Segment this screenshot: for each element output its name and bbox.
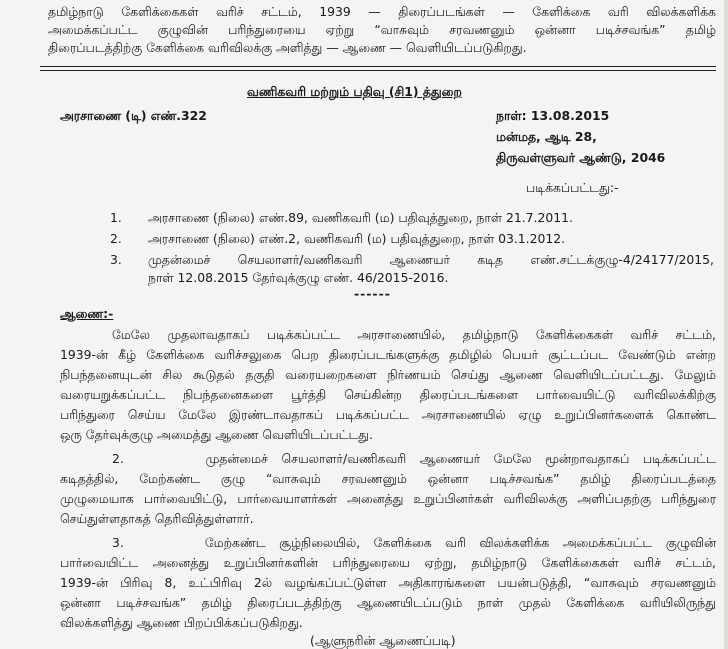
header-line-3: திரைப்படத்திற்கு கேளிக்கை வரிவிலக்கு அளித்து — ஆணை — வெளியிடப்படுகிறது.	[48, 40, 527, 55]
department-heading: வணிகவரி மற்றும் பதிவு (சி1) த்துறை	[247, 84, 462, 99]
paragraph-1-line-3: நிபந்தனையுடன் சில கூடுதல் தகுதி வரையறைகளை நிர்ணயம் செய்து ஆணை வெளியிடப்பட்டது. மேலும்	[60, 367, 716, 382]
reference-3-number: 3.	[110, 252, 122, 267]
paragraph-3-line-5: விலக்களித்து ஆணை பிறப்பிக்கப்படுகிறது.	[60, 615, 303, 630]
thiruvalluvar-year: திருவள்ளுவர் ஆண்டு, 2046	[496, 150, 666, 165]
paragraph-1-line-5: பரிந்துரை செய்ய மேலே இரண்டாவதாகப் படிக்கப்பட்ட அரசாணையில் ஏழு உறுப்பினர்களைக் கொண்ட	[60, 407, 716, 422]
paragraph-3-line-3: 1939-ன் பிரிவு 8, உட்பிரிவு 2ல் வழங்கப்பட்டுள்ள அதிகாரங்களை பயன்படுத்தி, “வாசுவும் சரவணனும்	[60, 575, 716, 590]
paragraph-2-line-4: செய்துள்ளதாகத் தெரிவித்துள்ளார்.	[60, 511, 254, 526]
paragraph-3-line-4: ஒன்னா படிச்சவங்க” தமிழ் திரைப்படத்திற்கு ஆணையிடப்படும் நாள் முதல் கேளிக்கை வரியிலிருந்து	[60, 595, 716, 610]
header-line-2: அமைக்கப்பட்ட குழுவின் பரிந்துரையை ஏற்று “வாசுவும் சரவணனும் ஒன்னா படிச்சவங்க” தமிழ்	[48, 22, 716, 37]
reference-1-number: 1.	[110, 210, 122, 225]
tamil-date: மன்மத, ஆடி 28,	[496, 129, 597, 144]
paragraph-1-line-1: மேலே முதலாவதாகப் படிக்கப்பட்ட அரசாணையில், தமிழ்நாடு கேளிக்கைகள் வரிச் சட்டம்,	[112, 327, 716, 342]
read-label: படிக்கப்பட்டது:-	[526, 180, 619, 195]
header-divider-bottom	[40, 70, 716, 71]
order-date: நாள்: 13.08.2015	[496, 108, 610, 123]
scan-edge-shadow	[724, 0, 728, 649]
reference-3-text-continued: நாள் 12.08.2015 தேர்வுக்குழு எண். 46/2015-2016.	[148, 270, 449, 285]
order-label: ஆணை:-	[60, 306, 114, 321]
paragraph-3-line-2: பார்வையிட்ட அனைத்து உறுப்பினர்களின் பரிந்துரையை ஏற்று, தமிழ்நாடு கேளிக்கைகள் வரிச் சட்டம்,	[60, 555, 716, 570]
reference-2-number: 2.	[110, 231, 122, 246]
paragraph-1-line-4: வரையறுக்கப்பட்ட நிபந்தனைகளை பூர்த்தி செய்கின்ற திரைப்படங்களை பார்வையிட்டு வரிவிலக்கிற்கு	[60, 387, 716, 402]
paragraph-3-line-1: 3. மேற்கண்ட சூழ்நிலையில், கேளிக்கை வரி விலக்களிக்க அமைக்கப்பட்ட குழுவின்	[112, 535, 716, 550]
paragraph-2-line-2: கடிதத்தில், மேற்கண்ட குழு “வாசுவும் சரவணனும் ஒன்னா படிச்சவங்க” தமிழ் திரைப்படத்தை	[60, 471, 716, 486]
reference-3-text: முதன்மைச் செயலாளர்/வணிகவரி ஆணையர் கடித எண்.சட்டக்குழு-4/24177/2015,	[148, 252, 714, 267]
go-number: அரசாணை (டி) எண்.322	[60, 108, 207, 123]
reference-separator: ------	[354, 286, 391, 301]
paragraph-2-line-3: முழுமையாக பார்வையிட்டு, பார்வையாளர்கள் அனைத்து உறுப்பினர்கள் வரிவிலக்கு அளிப்பதற்கு பரிந்துரை	[60, 491, 716, 506]
paragraph-1-line-6: ஒரு தேர்வுக்குழு அமைத்து ஆணை வெளியிடப்பட்டது.	[60, 427, 373, 442]
reference-1-text: அரசாணை (நிலை) எண்.89, வணிகவரி (ம) பதிவுத்துறை, நாள் 21.7.2011.	[148, 210, 573, 225]
header-line-1: தமிழ்நாடு கேளிக்கைகள் வரிச் சட்டம், 1939 — திரைப்படங்கள் — கேளிக்கை வரி விலக்களிக்க	[48, 4, 716, 19]
header-divider-top	[40, 66, 716, 67]
governor-order-footer: (ஆளுநரின் ஆணைப்படி)	[310, 633, 456, 648]
reference-2-text: அரசாணை (நிலை) எண்.2, வணிகவரி (ம) பதிவுத்துறை, நாள் 03.1.2012.	[148, 231, 566, 246]
paragraph-2-line-1: 2. முதன்மைச் செயலாளர்/வணிகவரி ஆணையர் மேலே மூன்றாவதாகப் படிக்கப்பட்ட	[112, 451, 716, 466]
paragraph-1-line-2: 1939-ன் கீழ் கேளிக்கை வரிச்சலுகை பெற திரைப்படங்களுக்கு தமிழில் பெயர் சூட்டப்பட வேண்டும் என்ற	[60, 347, 716, 362]
